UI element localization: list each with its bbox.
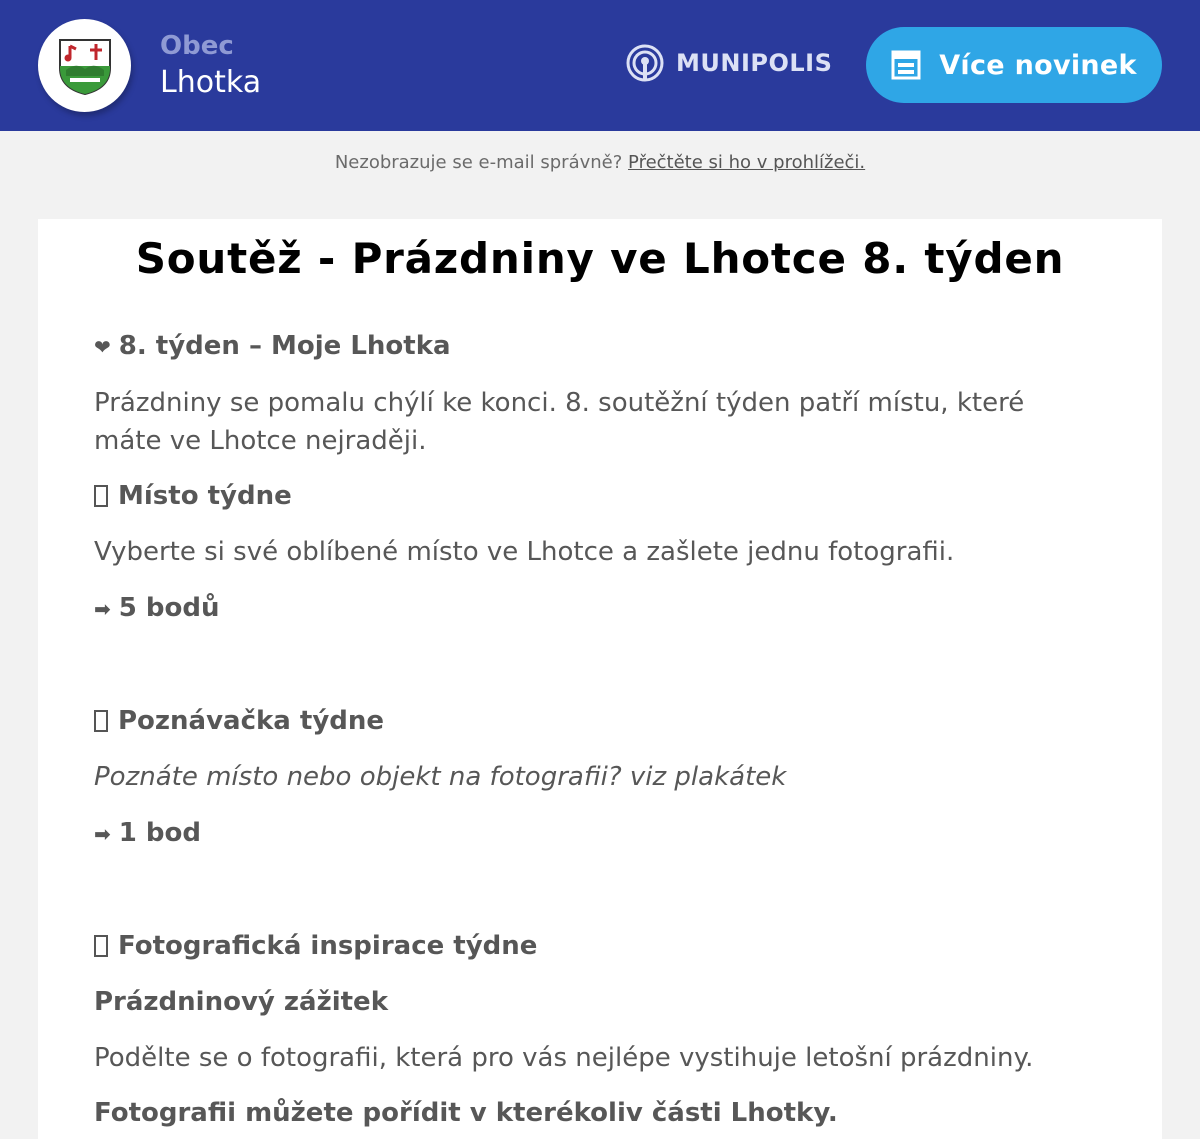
email-notice (0, 152, 1200, 173)
intro-line-1: Prázdniny se pomalu chýlí ke konci. 8. soutěžní týden patří místu, které (94, 388, 1025, 418)
week-heading-text: 8. týden – Moje Lhotka (118, 331, 451, 361)
munipolis-label: MUNIPOLIS (676, 49, 833, 77)
arrow-right-icon: ➡ (94, 597, 111, 621)
photo-heading (94, 931, 537, 961)
place-heading-text: Místo týdne (118, 481, 292, 511)
photo-heading-text: Fotografická inspirace týdne (118, 931, 538, 961)
week-heading (94, 331, 451, 361)
newspaper-icon (891, 50, 921, 80)
photo-subheading: Prázdninový zážitek (94, 987, 388, 1017)
missing-glyph-icon (94, 935, 108, 957)
quiz-points (94, 818, 201, 848)
coat-of-arms-icon (56, 36, 114, 96)
broadcast-icon (626, 44, 664, 82)
brand-prefix: Obec (160, 31, 234, 61)
header (0, 0, 1200, 131)
photo-note: Fotografii můžete pořídit v kterékoliv části Lhotky. (94, 1098, 838, 1128)
notice-text: Nezobrazuje se e-mail správně? (334, 152, 623, 173)
place-text: Vyberte si své oblíbené místo ve Lhotce a zašlete jednu fotografii. (94, 537, 955, 567)
missing-glyph-icon (94, 710, 108, 732)
place-heading (94, 481, 292, 511)
article-title: Soutěž - Prázdniny ve Lhotce 8. týden (135, 234, 1065, 283)
view-in-browser-link[interactable]: Přečtěte si ho v prohlížeči. (628, 152, 866, 173)
municipality-logo[interactable] (38, 19, 131, 112)
arrow-right-icon: ➡ (94, 822, 111, 846)
more-news-button[interactable] (866, 27, 1162, 103)
heart-icon: ❤ (94, 335, 111, 359)
place-points (94, 593, 220, 623)
missing-glyph-icon (94, 485, 108, 507)
quiz-text: Poznáte místo nebo objekt na fotografii? viz plakátek (94, 762, 787, 792)
intro-paragraph (94, 384, 1024, 460)
munipolis-link[interactable] (626, 44, 832, 82)
photo-text: Podělte se o fotografii, která pro vás nejlépe vystihuje letošní prázdniny. (94, 1043, 1034, 1073)
brand-name: Lhotka (160, 65, 262, 100)
place-points-text: 5 bodů (118, 593, 220, 623)
more-news-label: Více novinek (939, 49, 1137, 81)
quiz-heading-text: Poznávačka týdne (118, 706, 385, 736)
intro-line-2: máte ve Lhotce nejraději. (94, 426, 427, 456)
quiz-points-text: 1 bod (118, 818, 201, 848)
quiz-heading (94, 706, 384, 736)
